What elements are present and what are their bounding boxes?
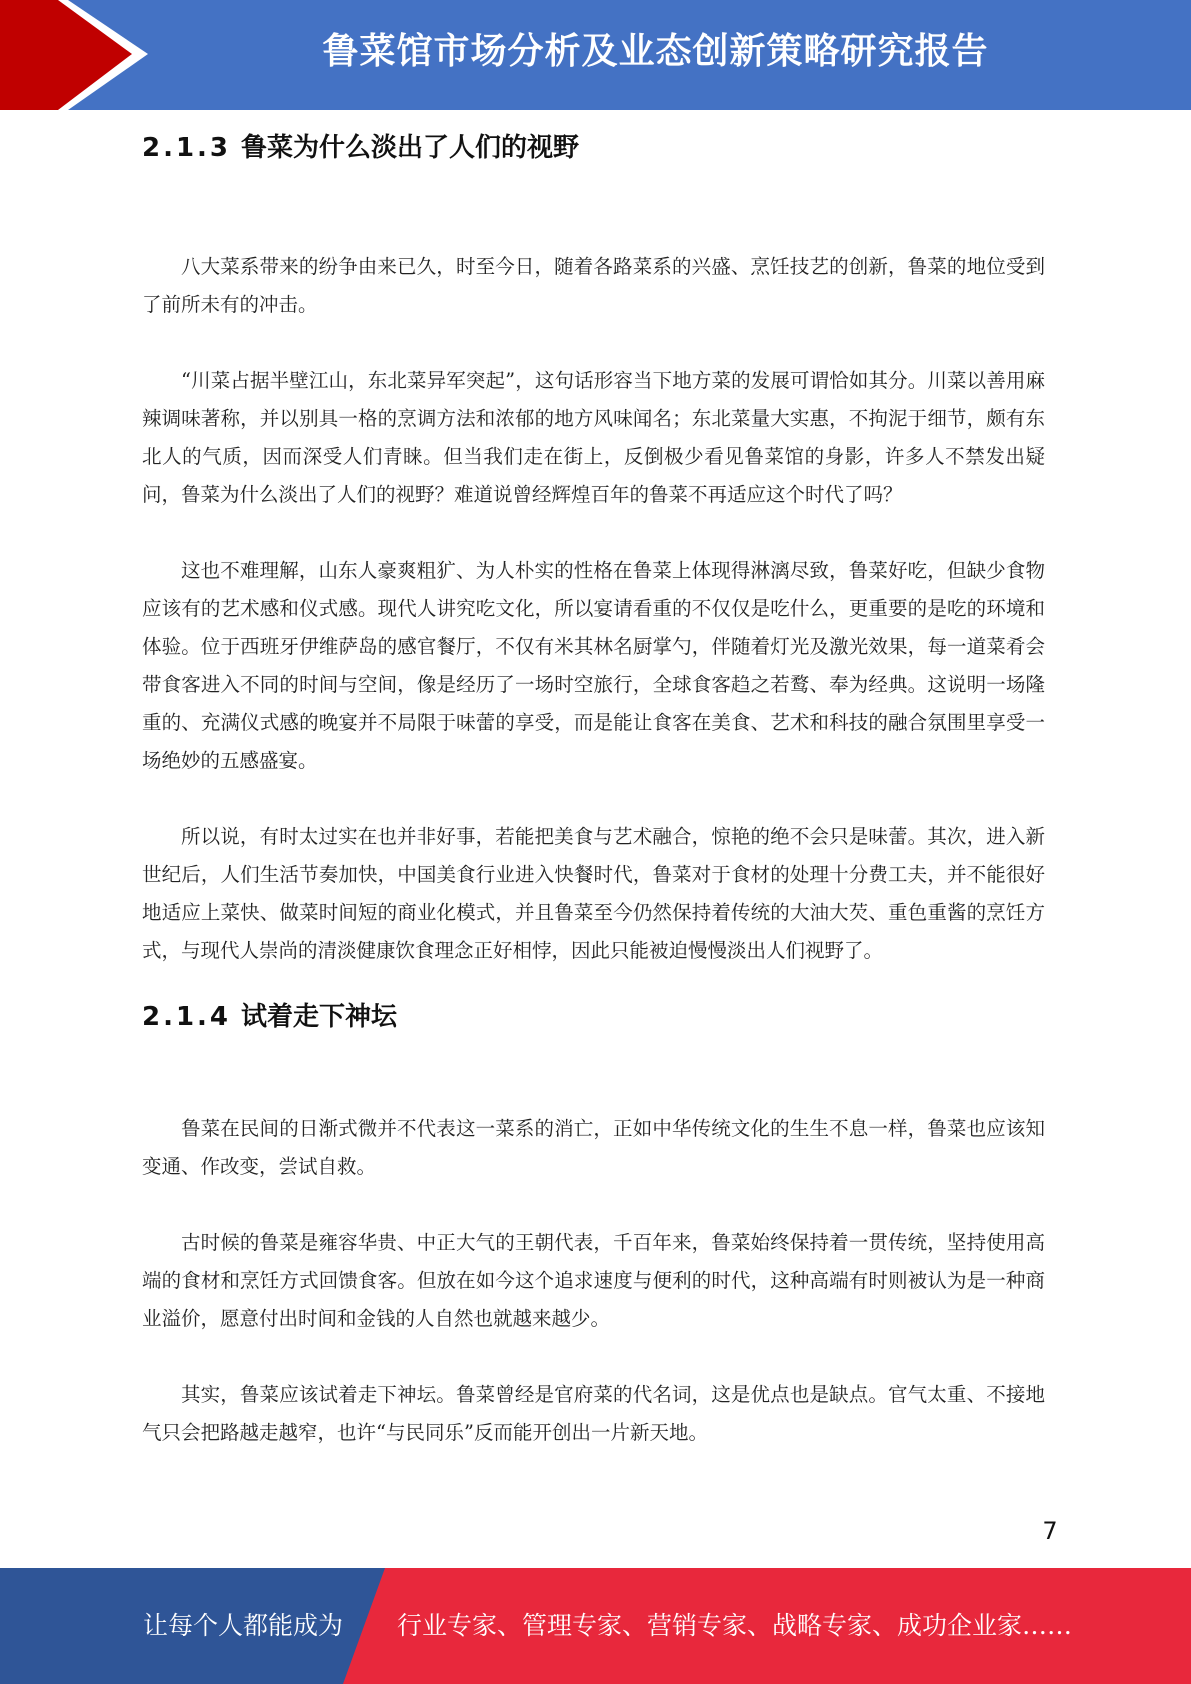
document-body — [142, 128, 1045, 1452]
section-title: 试着走下神坛 — [241, 1002, 398, 1032]
section-title: 鲁菜为什么淡出了人们的视野 — [241, 133, 580, 163]
section-heading-2-1-4 — [142, 997, 1045, 1037]
section-number: 2.1.3 — [142, 133, 232, 163]
paragraph: 古时候的鲁菜是雍容华贵、中正大气的王朝代表，千百年来，鲁菜始终保持着一贯传统，坚持使用高端的食材和烹饪方式回馈食客。但放在如今这个追求速度与便利的时代，这种高端有时则被认为是一种商业溢价，愿意付出时间和金钱的人自然也就越来越少。 — [142, 1231, 1045, 1330]
section-number: 2.1.4 — [142, 1002, 232, 1032]
section-heading-2-1-3 — [142, 128, 1045, 168]
page-header — [0, 0, 1191, 110]
report-title: 鲁菜馆市场分析及业态创新策略研究报告 — [322, 31, 989, 72]
paragraph: 这也不难理解，山东人豪爽粗犷、为人朴实的性格在鲁菜上体现得淋漓尽致，鲁菜好吃，但缺少食物应该有的艺术感和仪式感。现代人讲究吃文化，所以宴请看重的不仅仅是吃什么，更重要的是吃的环境和体验。位于西班牙伊维萨岛的感官餐厅，不仅有米其林名厨掌勺，伴随着灯光及激光效果，每一道菜肴会带食客进入不同的时间与空间，像是经历了一场时空旅行，全球食客趋之若鹜、奉为经典。这说明一场隆重的、充满仪式感的晚宴并不局限于味蕾的享受，而是能让食客在美食、艺术和科技的融合氛围里享受一场绝妙的五感盛宴。 — [142, 559, 1045, 772]
footer-slogan-right: 行业专家、管理专家、营销专家、战略专家、成功企业家…… — [397, 1611, 1073, 1640]
paragraph: 八大菜系带来的纷争由来已久，时至今日，随着各路菜系的兴盛、烹饪技艺的创新，鲁菜的地位受到了前所未有的冲击。 — [142, 255, 1045, 316]
red-arrow-decoration — [0, 0, 160, 110]
footer-slogan-left: 让每个人都能成为 — [143, 1611, 344, 1640]
paragraph: 其实，鲁菜应该试着走下神坛。鲁菜曾经是官府菜的代名词，这是优点也是缺点。官气太重、不接地气只会把路越走越窄，也许“与民同乐”反而能开创出一片新天地。 — [142, 1383, 1045, 1444]
paragraph: 所以说，有时太过实在也并非好事，若能把美食与艺术融合，惊艳的绝不会只是味蕾。其次，进入新世纪后，人们生活节奏加快，中国美食行业进入快餐时代，鲁菜对于食材的处理十分费工夫，并不能很好地适应上菜快、做菜时间短的商业化模式，并且鲁菜至今仍然保持着传统的大油大芡、重色重酱的烹饪方式，与现代人崇尚的清淡健康饮食理念正好相悖，因此只能被迫慢慢淡出人们视野了。 — [142, 825, 1045, 962]
page-footer — [0, 1568, 1191, 1684]
paragraph: 鲁菜在民间的日渐式微并不代表这一菜系的消亡，正如中华传统文化的生生不息一样，鲁菜也应该知变通、作改变，尝试自救。 — [142, 1117, 1045, 1178]
page-number: 7 — [1042, 1517, 1058, 1545]
paragraph: “川菜占据半壁江山，东北菜异军突起”，这句话形容当下地方菜的发展可谓恰如其分。川菜以善用麻辣调味著称，并以别具一格的烹调方法和浓郁的地方风味闻名；东北菜量大实惠，不拘泥于细节，颇有东北人的气质，因而深受人们青睐。但当我们走在街上，反倒极少看见鲁菜馆的身影，许多人不禁发出疑问，鲁菜为什么淡出了人们的视野？难道说曾经辉煌百年的鲁菜不再适应这个时代了吗？ — [142, 369, 1045, 506]
